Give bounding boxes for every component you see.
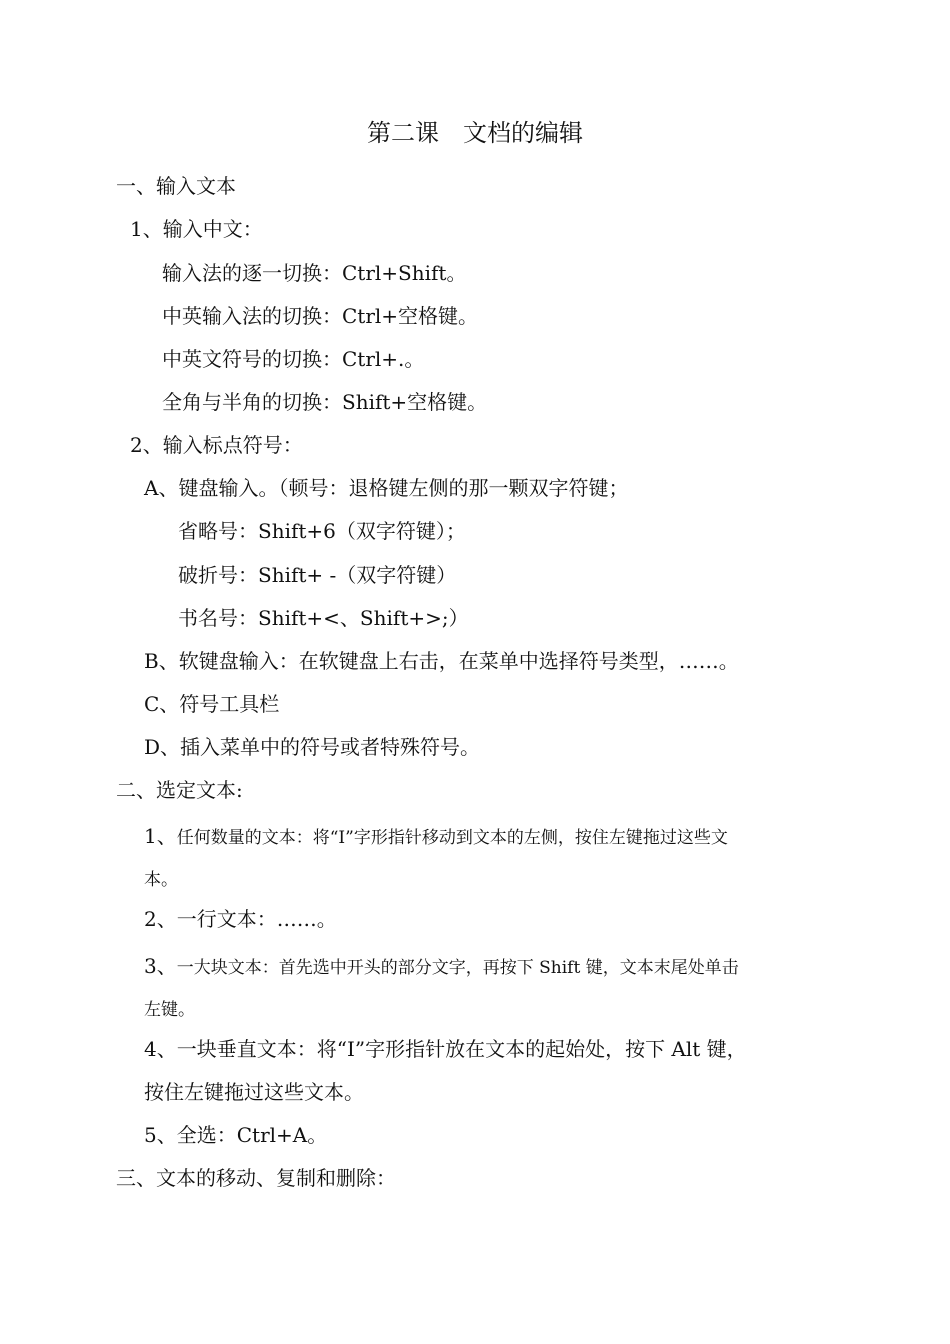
text-line: 2、一行文本：……。 — [144, 907, 337, 931]
text-line: B、软键盘输入：在软键盘上右击，在菜单中选择符号类型，……。 — [144, 649, 739, 673]
text-line: 4、一块垂直文本：将“I”字形指针放在文本的起始处，按下 Alt 键， — [144, 1037, 747, 1061]
text-line: 按住左键拖过这些文本。 — [144, 1080, 364, 1104]
text-line: A、键盘输入。（顿号：退格键左侧的那一颗双字符键； — [144, 476, 629, 500]
item-number: 3、 — [144, 954, 177, 978]
subheading-input-chinese: 1、输入中文： — [130, 217, 263, 241]
subheading-input-punctuation: 2、输入标点符号： — [130, 433, 303, 457]
text-line: 左键。 — [144, 1000, 195, 1020]
text-line: 中英输入法的切换：Ctrl+空格键。 — [162, 304, 479, 328]
section-heading-input-text: 一、输入文本 — [116, 174, 236, 198]
text-line: D、插入菜单中的符号或者特殊符号。 — [144, 735, 481, 759]
text-line: 省略号：Shift+6（双字符键）； — [178, 519, 466, 543]
page-title: 第二课 文档的编辑 — [367, 119, 583, 147]
item-number: 1、 — [144, 824, 177, 848]
text-line: 破折号：Shift+ -（双字符键） — [178, 563, 457, 587]
item-text: 任何数量的文本：将“I”字形指针移动到文本的左侧，按住左键拖过这些文 — [176, 828, 728, 848]
text-line: C、符号工具栏 — [144, 692, 280, 716]
text-line: 5、全选：Ctrl+A。 — [144, 1123, 328, 1147]
item-text: 一大块文本：首先选中开头的部分文字，再按下 Shift 键，文本末尾处单击 — [176, 958, 739, 978]
text-line: 全角与半角的切换：Shift+空格键。 — [162, 390, 488, 414]
text-line: 本。 — [144, 870, 178, 890]
text-line — [144, 952, 739, 982]
text-line: 书名号：Shift+<、Shift+>;） — [178, 606, 469, 630]
text-line: 中英文符号的切换：Ctrl+.。 — [162, 347, 425, 371]
text-line: 输入法的逐一切换：Ctrl+Shift。 — [162, 261, 467, 285]
section-heading-select-text: 二、选定文本: — [116, 778, 243, 802]
text-line — [144, 822, 728, 852]
section-heading-move-copy-delete: 三、文本的移动、复制和删除： — [116, 1166, 396, 1190]
